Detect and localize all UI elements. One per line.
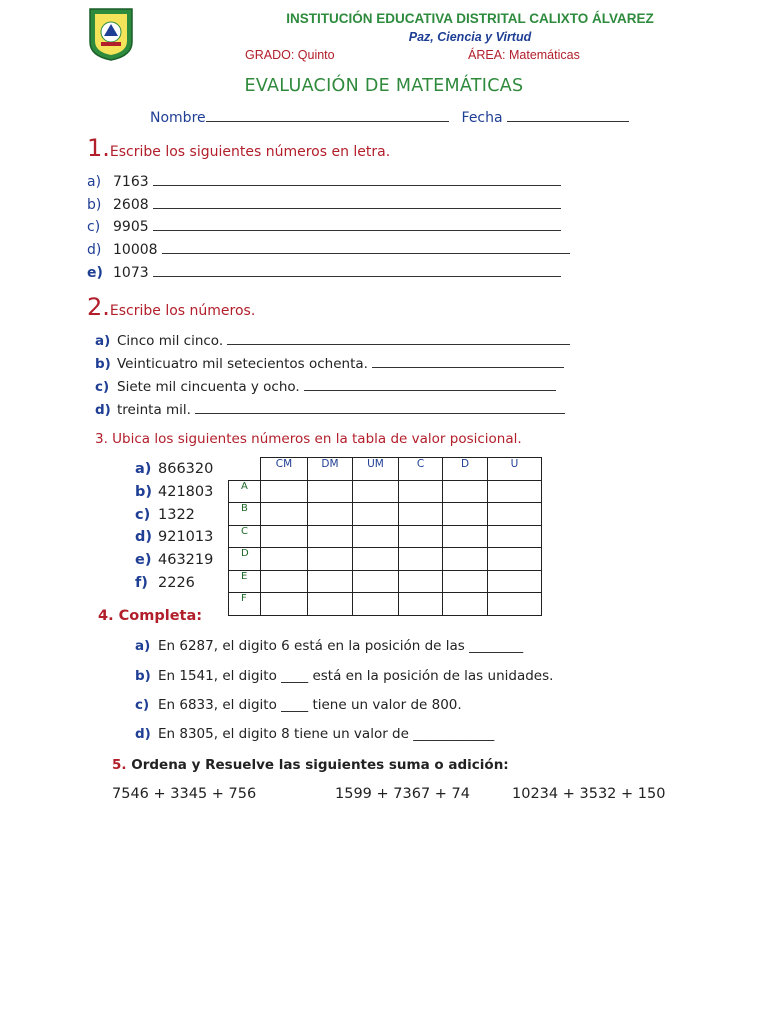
table-cell[interactable] xyxy=(308,503,353,526)
list-item: a) En 6287, el digito 6 está en la posición de las ________ xyxy=(135,638,524,654)
table-cell[interactable] xyxy=(399,593,443,616)
answer-line[interactable] xyxy=(153,195,561,209)
table-header-row xyxy=(229,458,542,481)
name-date-line xyxy=(150,108,629,126)
answer-line[interactable] xyxy=(153,172,561,186)
list-item: c) En 6833, el digito ____ tiene un valor de 800. xyxy=(135,697,462,713)
table-cell[interactable] xyxy=(443,570,488,593)
table-cell[interactable] xyxy=(399,548,443,571)
table-header-cell: UM xyxy=(353,458,399,481)
answer-line[interactable] xyxy=(195,400,565,414)
sum-expression: 1599 + 7367 + 74 xyxy=(335,786,470,802)
row-label: C xyxy=(229,525,261,548)
table-cell[interactable] xyxy=(308,480,353,503)
place-value-table xyxy=(228,457,542,616)
table-cell[interactable] xyxy=(399,525,443,548)
table-row xyxy=(229,548,542,571)
row-label: A xyxy=(229,480,261,503)
list-item: c) 1322 xyxy=(135,507,195,523)
section2-heading xyxy=(87,293,255,321)
section5-number: 5. xyxy=(112,757,127,773)
list-item: b) 421803 xyxy=(135,484,214,500)
list-item: d) En 8305, el digito 8 tiene un valor de ____________ xyxy=(135,726,495,742)
list-item: a) 7163 xyxy=(87,172,561,190)
table-row xyxy=(229,593,542,616)
row-label: B xyxy=(229,503,261,526)
table-row xyxy=(229,503,542,526)
answer-line[interactable] xyxy=(372,354,564,368)
table-header-cell: D xyxy=(443,458,488,481)
school-motto: Paz, Ciencia y Virtud xyxy=(408,30,532,44)
table-cell[interactable] xyxy=(261,548,308,571)
table-cell[interactable] xyxy=(308,525,353,548)
date-field[interactable] xyxy=(507,108,629,122)
table-cell[interactable] xyxy=(308,548,353,571)
sum-expression: 7546 + 3345 + 756 xyxy=(112,786,257,802)
table-cell[interactable] xyxy=(353,570,399,593)
answer-line[interactable] xyxy=(153,263,561,277)
row-label: E xyxy=(229,570,261,593)
table-cell[interactable] xyxy=(443,525,488,548)
page-title: EVALUACIÓN DE MATEMÁTICAS xyxy=(244,76,524,96)
section4-title: 4. Completa: xyxy=(98,608,203,624)
section2-number: 2. xyxy=(87,293,110,321)
school-name: INSTITUCIÓN EDUCATIVA DISTRITAL CALIXTO ÁLVAREZ xyxy=(286,11,654,26)
answer-line[interactable] xyxy=(162,240,570,254)
table-cell[interactable] xyxy=(399,480,443,503)
list-item: c) 9905 xyxy=(87,217,561,235)
school-crest-icon xyxy=(87,6,135,62)
list-item: b) 2608 xyxy=(87,195,561,213)
table-cell[interactable] xyxy=(353,593,399,616)
list-item: b) Veinticuatro mil setecientos ochenta. xyxy=(95,354,564,372)
name-label: Nombre xyxy=(150,110,206,126)
section2-title: Escribe los números. xyxy=(109,303,256,319)
table-cell[interactable] xyxy=(488,525,542,548)
table-row xyxy=(229,480,542,503)
table-cell[interactable] xyxy=(353,480,399,503)
table-cell[interactable] xyxy=(488,548,542,571)
list-item: a) Cinco mil cinco. xyxy=(95,331,570,349)
section5-heading xyxy=(112,757,509,773)
section3-title: 3. Ubica los siguientes números en la tabla de valor posicional. xyxy=(95,431,522,447)
table-header-cell: CM xyxy=(261,458,308,481)
table-cell[interactable] xyxy=(488,593,542,616)
table-row xyxy=(229,525,542,548)
section1-title: Escribe los siguientes números en letra. xyxy=(109,144,391,160)
table-cell[interactable] xyxy=(353,503,399,526)
table-cell[interactable] xyxy=(443,548,488,571)
table-cell[interactable] xyxy=(353,525,399,548)
list-item: e) 463219 xyxy=(135,552,214,568)
table-cell[interactable] xyxy=(488,503,542,526)
table-header-cell: U xyxy=(488,458,542,481)
table-cell[interactable] xyxy=(261,480,308,503)
row-label: D xyxy=(229,548,261,571)
section5-title: Ordena y Resuelve las siguientes suma o adición: xyxy=(131,757,509,773)
table-cell[interactable] xyxy=(443,480,488,503)
area-label: ÁREA: Matemáticas xyxy=(468,48,580,62)
list-item: d) treinta mil. xyxy=(95,400,565,418)
table-cell[interactable] xyxy=(399,570,443,593)
table-cell[interactable] xyxy=(443,503,488,526)
list-item: c) Siete mil cincuenta y ocho. xyxy=(95,377,556,395)
table-cell[interactable] xyxy=(399,503,443,526)
sum-expression: 10234 + 3532 + 150 xyxy=(512,786,666,802)
list-item: b) En 1541, el digito ____ está en la posición de las unidades. xyxy=(135,668,554,684)
name-field[interactable] xyxy=(206,108,449,122)
grade-label: GRADO: Quinto xyxy=(245,48,335,62)
section1-number: 1. xyxy=(87,134,110,162)
list-item: f) 2226 xyxy=(135,575,195,591)
table-cell[interactable] xyxy=(261,503,308,526)
section1-heading xyxy=(87,134,390,162)
row-label: F xyxy=(229,593,261,616)
table-cell[interactable] xyxy=(443,593,488,616)
date-label: Fecha xyxy=(461,110,503,126)
list-item: d) 921013 xyxy=(135,529,214,545)
answer-line[interactable] xyxy=(304,377,556,391)
table-cell[interactable] xyxy=(308,593,353,616)
table-header-cell: C xyxy=(399,458,443,481)
table-cell[interactable] xyxy=(261,525,308,548)
table-cell[interactable] xyxy=(488,570,542,593)
list-item: e) 1073 xyxy=(87,263,561,281)
table-cell[interactable] xyxy=(353,548,399,571)
answer-line[interactable] xyxy=(227,331,570,345)
answer-line[interactable] xyxy=(153,217,561,231)
table-cell[interactable] xyxy=(488,480,542,503)
table-header-cell: DM xyxy=(308,458,353,481)
table-cell[interactable] xyxy=(308,570,353,593)
table-row xyxy=(229,570,542,593)
list-item: a) 866320 xyxy=(135,461,214,477)
table-cell[interactable] xyxy=(261,593,308,616)
list-item: d) 10008 xyxy=(87,240,570,258)
table-cell[interactable] xyxy=(261,570,308,593)
